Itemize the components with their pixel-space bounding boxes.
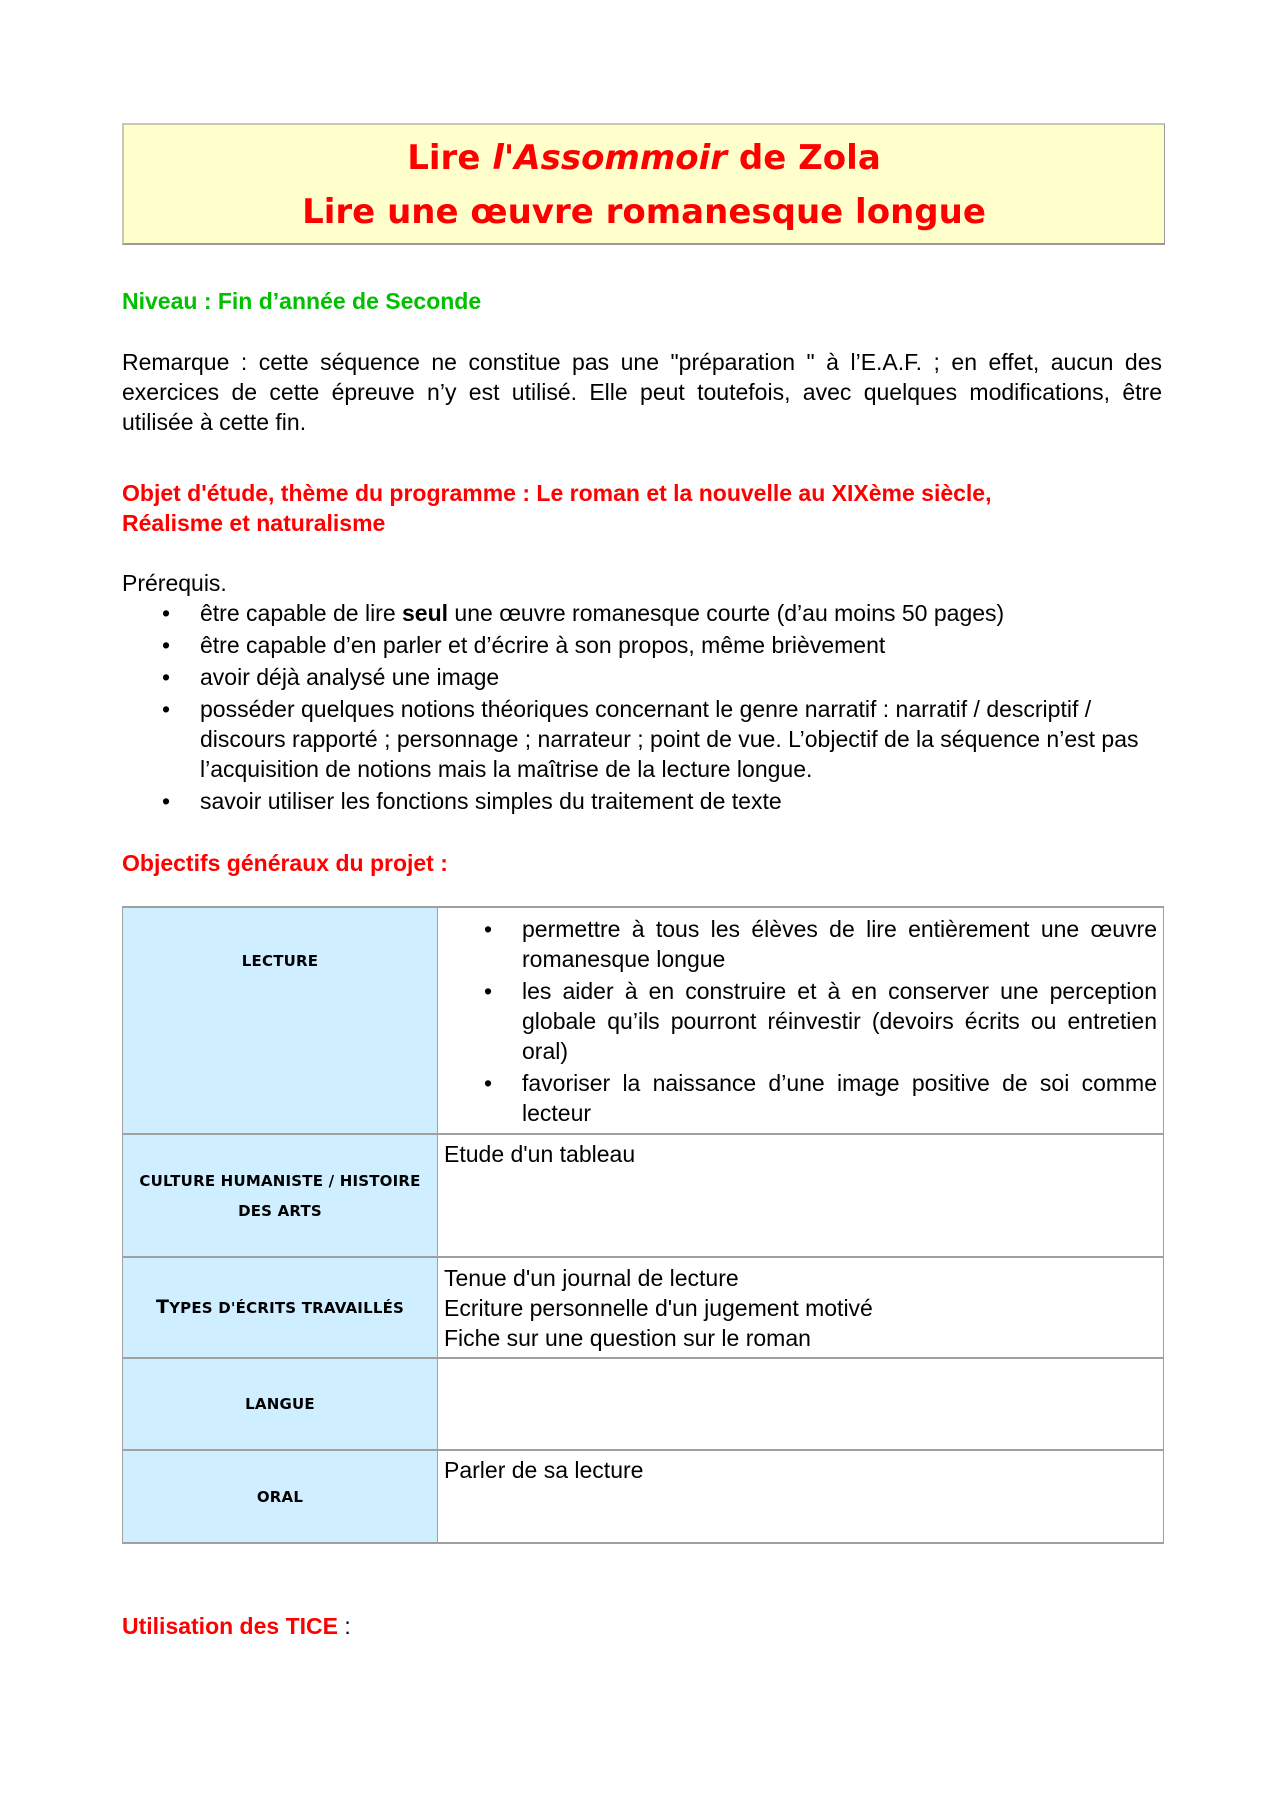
bullet-icon: • — [162, 696, 171, 722]
title-box — [122, 123, 1165, 245]
lecture-item: • favoriser la naissance d’une image positive de soi comme lecteur — [484, 1070, 1157, 1126]
table-row-types-ecrits — [123, 1257, 1164, 1358]
table-row-lecture — [123, 907, 1164, 1134]
content-types-ecrits: Tenue d'un journal de lecture Ecriture personnelle d'un jugement motivé Fiche sur une question sur le roman — [438, 1257, 1164, 1358]
niveau-heading: Niveau : Fin d’année de Seconde — [122, 288, 482, 314]
objet-etude-line2: Réalisme et naturalisme — [122, 510, 386, 536]
remarque-paragraph: Remarque : cette séquence ne constitue pas une "préparation " à l’E.A.F. ; en effet, aucun des exercices de cette épreuve n’y est utilisé. Elle peut toutefois, avec quelques modifications, être utilisée à cette fin. — [122, 349, 1162, 435]
emphasis-seul: seul — [402, 600, 449, 626]
label-oral: ORAL — [123, 1450, 438, 1543]
bullet-icon: • — [162, 632, 171, 658]
table-row-culture — [123, 1134, 1164, 1257]
bullet-icon: • — [484, 1070, 493, 1096]
lecture-item: • permettre à tous les élèves de lire entièrement une œuvre romanesque longue — [484, 916, 1157, 972]
objet-etude-heading — [122, 478, 1162, 538]
lecture-list — [444, 908, 1157, 1128]
label-culture-humaniste: CULTURE HUMANISTE / HISTOIRE DES ARTS — [123, 1134, 438, 1257]
table-row-oral — [123, 1450, 1164, 1543]
bullet-icon: • — [162, 600, 171, 626]
objet-etude-line1: Objet d'étude, thème du programme : Le roman et la nouvelle au XIXème siècle, — [122, 480, 992, 506]
title-subtitle: Lire une œuvre romanesque longue — [302, 192, 986, 232]
objectifs-table — [122, 906, 1164, 1544]
bullet-icon: • — [162, 664, 171, 690]
prerequis-item: • savoir utiliser les fonctions simples du traitement de texte — [162, 788, 782, 814]
title-prefix: Lire — [407, 138, 493, 178]
prerequis-list — [122, 598, 1162, 816]
content-langue — [438, 1358, 1164, 1450]
content-culture: Etude d'un tableau — [438, 1134, 1164, 1257]
tice-colon: : — [337, 1613, 351, 1639]
label-langue: LANGUE — [123, 1358, 438, 1450]
prerequis-item: • posséder quelques notions théoriques concernant le genre narratif : narratif / descriptif / discours rapporté ; personnage ; narrateur ; point de vue. L’objectif de la séquence n’est pas l’acquisition de notions mais la maîtrise de la lecture longue. — [162, 696, 1139, 782]
tice-label: Utilisation des TICE — [122, 1613, 338, 1639]
title-suffix: de Zola — [727, 138, 881, 178]
prerequis-section — [122, 568, 1162, 818]
lecture-item: • les aider à en construire et à en conserver une perception globale qu’ils pourront réinvestir (devoirs écrits ou entretien oral) — [484, 978, 1157, 1064]
content-oral: Parler de sa lecture — [438, 1450, 1164, 1543]
bullet-icon: • — [484, 916, 493, 942]
prerequis-item: • avoir déjà analysé une image — [162, 664, 500, 690]
bullet-icon: • — [484, 978, 493, 1004]
label-types-ecrits: TYPES D'ÉCRITS TRAVAILLÉS — [123, 1257, 438, 1358]
prerequis-item: • être capable d’en parler et d’écrire à son propos, même brièvement — [162, 632, 886, 658]
objectifs-heading: Objectifs généraux du projet : — [122, 850, 448, 876]
label-lecture: LECTURE — [123, 907, 438, 1134]
tice-heading — [122, 1611, 1162, 1641]
bullet-icon: • — [162, 788, 171, 814]
prerequis-title: Prérequis. — [122, 570, 227, 596]
title-book-name: l'Assommoir — [492, 138, 728, 178]
prerequis-item: • être capable de lire seul une œuvre romanesque courte (d’au moins 50 pages) — [162, 600, 1005, 626]
content-lecture — [438, 907, 1164, 1134]
title-main — [124, 131, 1164, 185]
table-row-langue — [123, 1358, 1164, 1450]
